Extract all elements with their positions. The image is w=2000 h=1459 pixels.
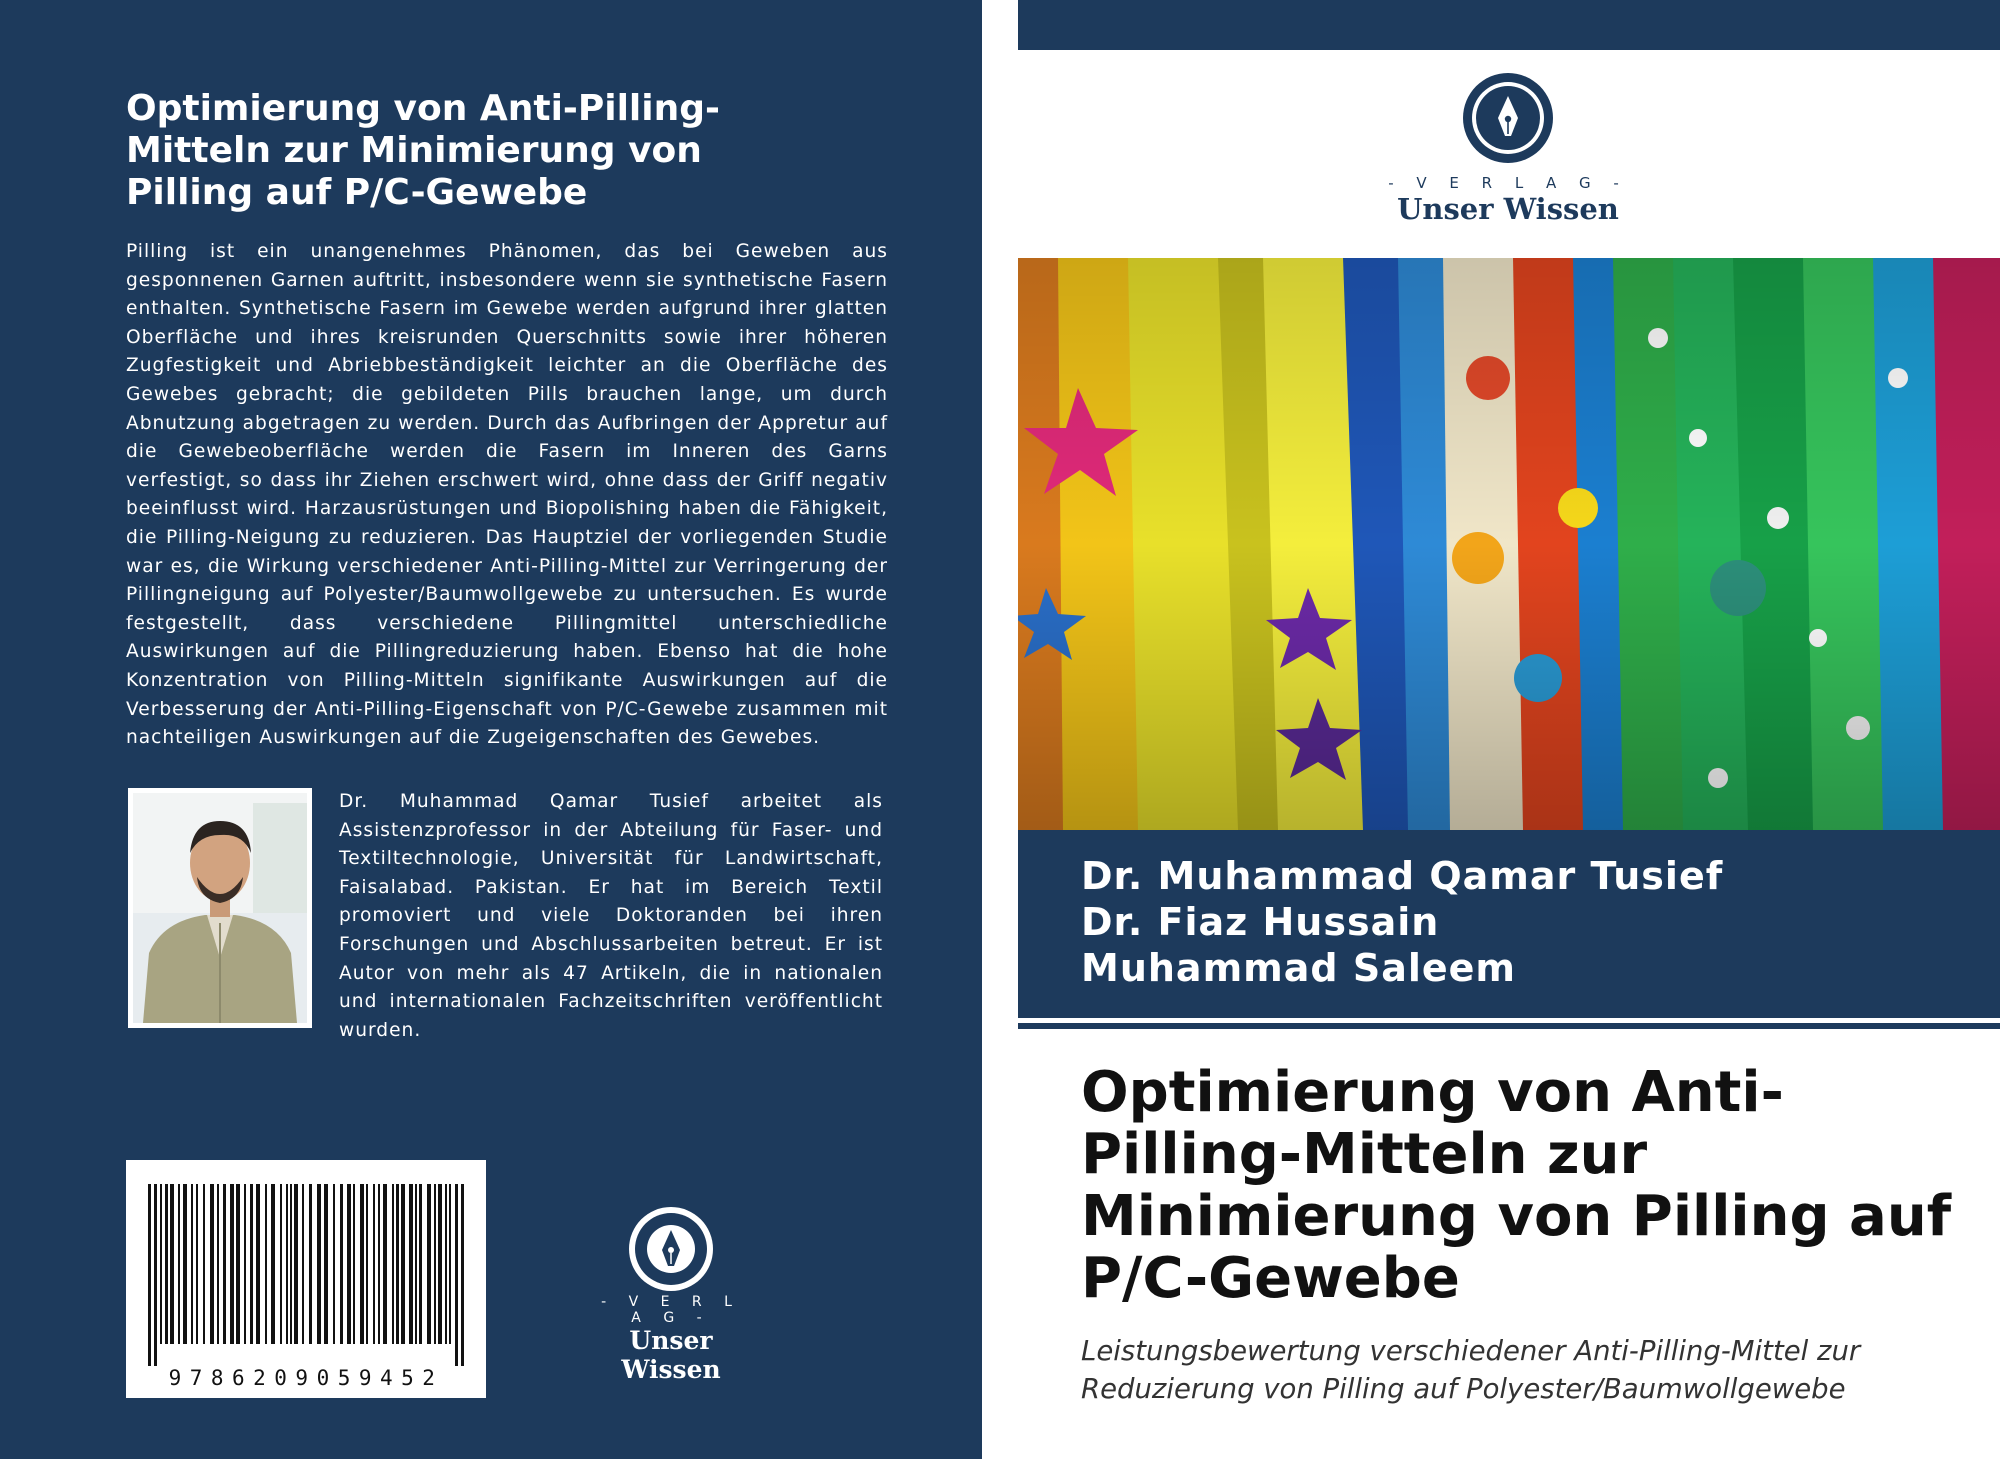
barcode-bar [449, 1184, 451, 1344]
barcode-bar [160, 1184, 162, 1344]
barcode-bar [230, 1184, 234, 1344]
barcode-bar [191, 1184, 193, 1344]
barcode-bar [183, 1184, 187, 1344]
barcode-bar [223, 1184, 226, 1344]
barcode-bar [244, 1184, 246, 1344]
barcode-bar [366, 1184, 368, 1344]
barcode-bar [427, 1184, 431, 1344]
barcode-bar [434, 1184, 436, 1344]
barcode-bar [438, 1184, 442, 1344]
barcode-bar [309, 1184, 312, 1344]
barcode-bar [317, 1184, 321, 1344]
front-publisher-logo [1378, 72, 1638, 226]
author-photo [128, 788, 312, 1028]
authors-band [1018, 830, 2000, 1018]
author-bio: Dr. Muhammad Qamar Tusief arbeitet als Assistenzprofessor in der Abteilung für Faser- und Textiltechnologie, Universität für Landwirtschaft, Faisalabad. Pakistan. Er hat im Bereich Textil promoviert und viele Doktoranden bei ihren Forschungen und Abschlussarbeiten betreut. Er ist Autor von mehr als 47 Artikeln, die in nationalen und internationalen Fachzeitschriften veröffentlicht wurden. [339, 791, 883, 1041]
publisher-name: Unser Wissen [621, 1326, 721, 1384]
barcode-bar [210, 1184, 214, 1344]
barcode-bar [396, 1184, 399, 1344]
pen-nib-seal-icon [1462, 72, 1554, 164]
barcode-bar [236, 1184, 240, 1344]
barcode-bar [324, 1184, 328, 1344]
barcode-bar [383, 1184, 387, 1344]
barcode-bar [148, 1184, 151, 1366]
back-cover-blurb: Pilling ist ein unangenehmes Phänomen, das bei Geweben aus gesponnenen Garnen auftritt, insbesondere wenn sie synthetische Fasern enthalten. Synthetische Fasern im Gewebe werden aufgrund ihrer glatten Oberfläche und ihres kreisrunden Querschnitts sowie ihrer höheren Zugfestigkeit und Abriebbeständigkeit leichter an die Oberfläche des Gewebes gebracht; die gebildeten Pills brauchen lange, um durch Abnutzung abgetragen zu werden. Durch das Aufbringen der Appretur auf die Gewebeoberfläche werden die Fasern im Inneren des Garns verfestigt, so dass ihr Ziehen erschwert wird, ohne dass der Griff negativ beeinflusst wird. Harzausrüstungen und Biopolishing haben die Fähigkeit, die Pilling-Neigung zu reduzieren. Das Hauptziel der vorliegenden Studie war es, die Wirkung verschiedener Anti-Pilling-Mittel zur Verringerung der Pillingneigung auf Polyester/Baumwollgewebe zu untersuchen. Es wurde festgestellt, dass verschiedene Pillingmittel unterschiedliche Auswirkungen auf die Pillingreduzierung haben. Ebenso hat die hohe Konzentration von Pilling-Mitteln signifikante Auswirkungen auf die Verbesserung der Anti-Pilling-Eigenschaft von P/C-Gewebe zusammen mit nachteiligen Auswirkungen auf die Zugeigenschaften des Gewebes. [126, 241, 888, 749]
barcode-bar [203, 1184, 205, 1344]
barcode-bar [294, 1184, 298, 1344]
barcode-bar [445, 1184, 447, 1344]
barcode-bar [419, 1184, 422, 1344]
barcode-bar [392, 1184, 394, 1344]
barcode-bar [401, 1184, 405, 1344]
barcode-bar [347, 1184, 351, 1344]
barcode-bar [196, 1184, 198, 1344]
author-name: Muhammad Saleem [1081, 946, 1517, 990]
back-publisher-logo [586, 1206, 756, 1384]
barcode-bar [280, 1184, 282, 1344]
divider-rule [1018, 1023, 2000, 1029]
publisher-verlag-label: - V E R L A G - [1388, 174, 1628, 192]
barcode-bar [455, 1184, 458, 1366]
barcode-bar [415, 1184, 417, 1344]
cover-photo [1018, 258, 2000, 830]
barcode-bar [170, 1184, 174, 1344]
author-name: Dr. Fiaz Hussain [1081, 900, 1440, 944]
front-cover-title: Optimierung von Anti-Pilling-Mitteln zur Minimierung von Pilling auf P/C-Gewebe [1081, 1060, 1952, 1311]
barcode-bar [333, 1184, 335, 1344]
barcode-bar [360, 1184, 364, 1344]
barcode-bar [340, 1184, 343, 1344]
barcode-bar [290, 1184, 292, 1344]
barcode-bar [302, 1184, 304, 1344]
author-name: Dr. Muhammad Qamar Tusief [1081, 854, 1724, 898]
publisher-verlag-label: - V E R L A G - [601, 1294, 741, 1326]
front-top-bar [1018, 0, 2000, 50]
isbn-number: 9786209059452 [168, 1366, 444, 1390]
barcode [126, 1160, 486, 1398]
back-cover [0, 0, 982, 1459]
spine-gap [982, 0, 1018, 1459]
barcode-bar [373, 1184, 375, 1344]
front-cover [1018, 0, 2000, 1459]
barcode-bar [353, 1184, 355, 1344]
barcode-bar [409, 1184, 413, 1344]
barcode-bar [378, 1184, 380, 1344]
barcode-bar [250, 1184, 253, 1344]
publisher-name: Unser Wissen [1397, 192, 1619, 226]
barcode-bar [154, 1184, 157, 1366]
pen-nib-seal-icon [628, 1206, 714, 1292]
back-cover-title: Optimierung von Anti-Pilling-Mitteln zur Minimierung von Pilling auf P/C-Gewebe [126, 88, 720, 213]
barcode-bar [265, 1184, 267, 1344]
barcode-bar [178, 1184, 180, 1344]
barcode-bar [256, 1184, 260, 1344]
barcode-bar [286, 1184, 288, 1344]
barcode-bar [165, 1184, 168, 1344]
front-cover-subtitle: Leistungsbewertung verschiedener Anti-Pilling-Mittel zur Reduzierung von Pilling auf Polyester/Baumwollgewebe [1081, 1335, 1861, 1405]
barcode-bar [461, 1184, 464, 1366]
barcode-bar [217, 1184, 219, 1344]
barcode-bar [271, 1184, 275, 1344]
